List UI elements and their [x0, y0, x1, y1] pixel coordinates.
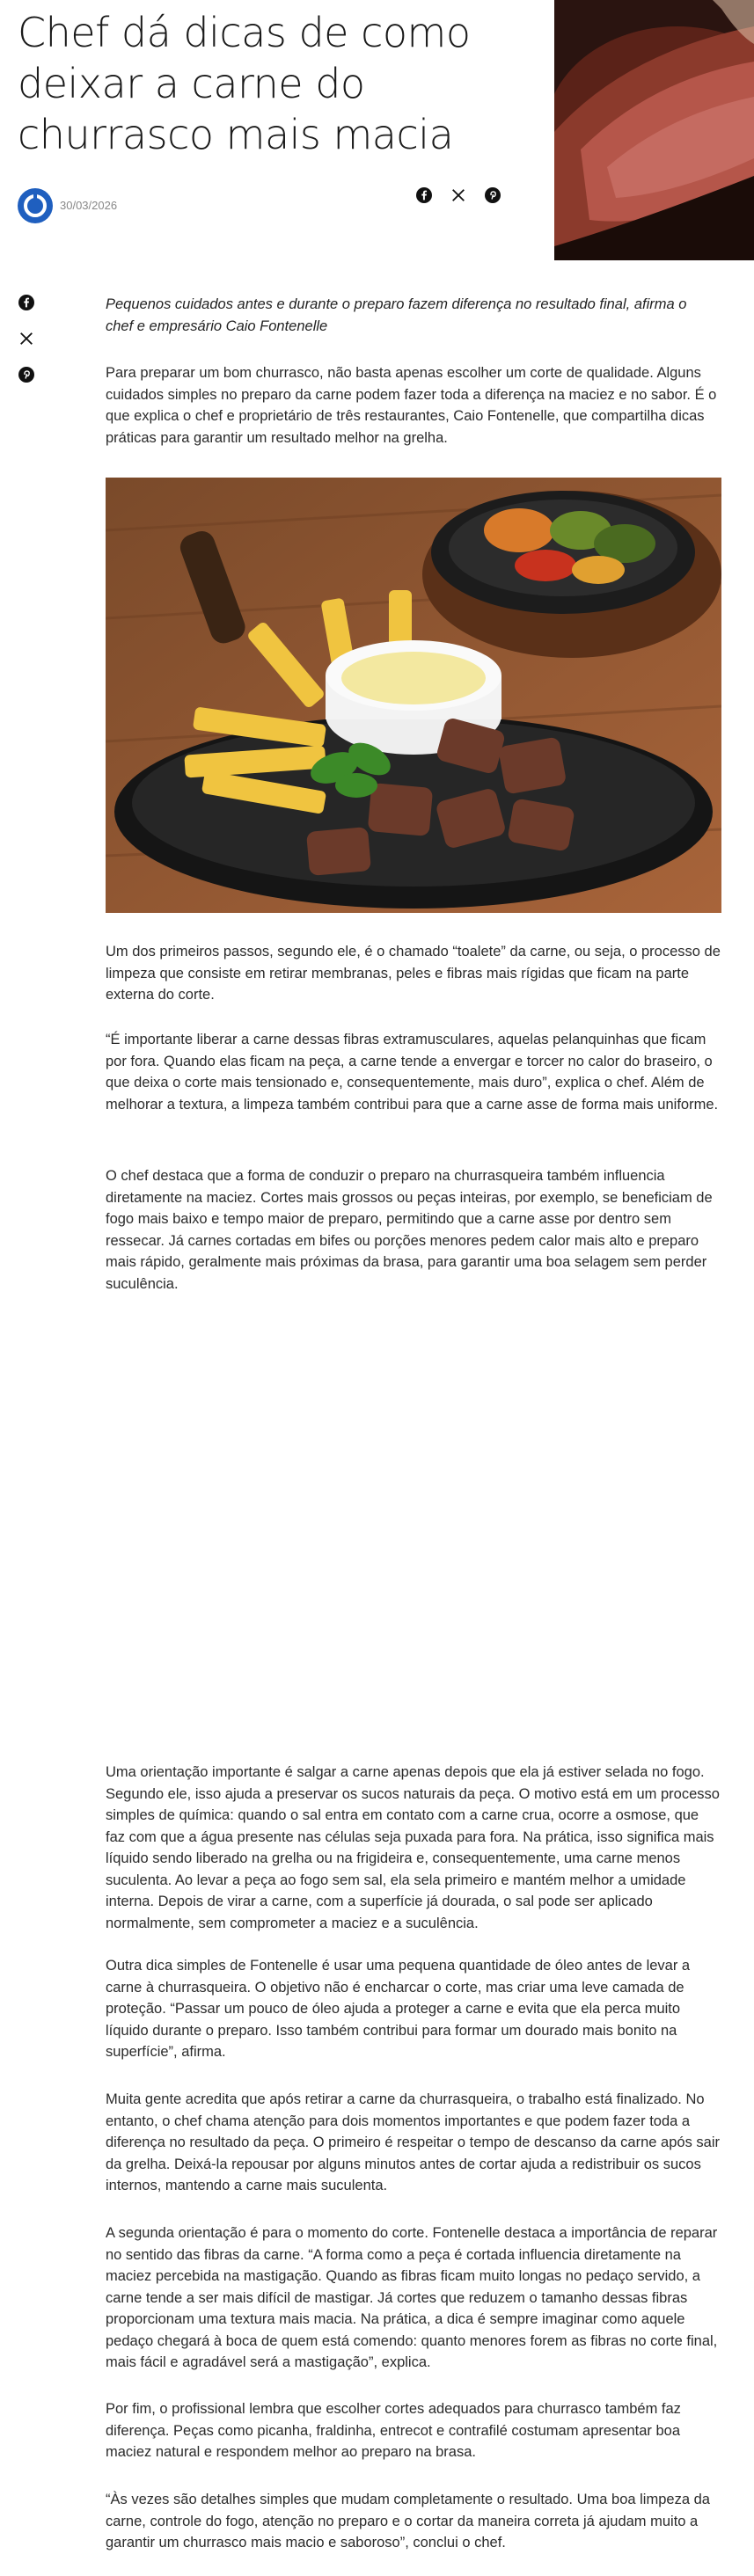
- x-icon[interactable]: [450, 186, 467, 204]
- article-paragraph: Para preparar um bom churrasco, não basta apenas escolher um corte de qualidade. Alguns cuidados simples no preparo da carne podem fazer toda a diferença na maciez e no sabor. É o que explica o chef e proprietário de três restaurantes, Caio Fontenelle, que compartilha dicas práticas para garantir um resultado melhor na grelha.: [106, 365, 717, 446]
- article-lead: Pequenos cuidados antes e durante o preparo fazem diferença no resultado final, afirma o chef e empresário Caio Fontenelle: [106, 296, 687, 334]
- article-paragraph: Muita gente acredita que após retirar a carne da churrasqueira, o trabalho está finalizado. No entanto, o chef chama atenção para dois momentos importantes e que podem fazer toda a diferença no resultado da peça. O primeiro é respeitar o tempo de descanso da carne após sair da grelha. Deixá-la repousar por alguns minutos antes de cortar ajuda a redistribuir os sucos internos, mantendo a carne mais suculenta.: [106, 2091, 720, 2193]
- article-paragraph: “É importante liberar a carne dessas fibras extramusculares, aquelas pelanquinhas que ficam por fora. Quando elas ficam na peça, a carne tende a envergar e torcer no calor do braseiro, o que deixa o corte mais tensionado e, consequentemente, mais duro”, explica o chef. Além de melhorar a textura, a limpeza também contribui para que a carne asse de forma mais uniforme.: [106, 1032, 719, 1113]
- article-paragraph: O chef destaca que a forma de conduzir o preparo na churrasqueira também influencia diretamente na maciez. Cortes mais grossos ou peças inteiras, por exemplo, se beneficiam de fogo mais baixo e tempo maior de preparo, permitindo que a carne asse por dentro sem ressecar. Já carnes cortadas em bifes ou porções menores pedem calor mais alto e preparo mais rápido, geralmente mais próximas da brasa, para garantir uma boa selagem sem perder suculência.: [106, 1168, 713, 1292]
- article-paragraph: Um dos primeiros passos, segundo ele, é o chamado “toalete” da carne, ou seja, o processo de limpeza que consiste em retirar membranas, peles e fibras mais rígidas que ficam na parte externa do corte.: [106, 944, 721, 1003]
- article-title: Chef dá dicas de como deixar a carne do churrasco mais macia: [18, 9, 471, 158]
- publish-date: 30/03/2026: [60, 199, 118, 212]
- facebook-icon[interactable]: [18, 294, 35, 311]
- article-paragraph: Uma orientação importante é salgar a carne apenas depois que ela já estiver selada no fogo. Segundo ele, isso ajuda a preservar os sucos naturais da peça. O motivo está em um processo simples de química: quando o sal entra em contato com a carne crua, ocorre a osmose, que faz com que a água presente nas células seja puxada para fora. Na prática, isso significa mais líquido sendo liberado na grelha ou na frigideira e, consequentemente, uma carne menos suculenta. Ao levar a peça ao fogo sem sal, ela sela primeiro e mantém melhor a umidade interna. Depois de virar a carne, com a superfície já dourada, o sal pode ser aplicado normalmente, sem comprometer a maciez e a suculência.: [106, 1764, 720, 1931]
- hero-steak-image: [554, 0, 754, 260]
- pinterest-icon[interactable]: [484, 186, 501, 204]
- share-bar-top: [415, 186, 501, 204]
- article-paragraph: Por fim, o profissional lembra que escolher cortes adequados para churrasco também faz diferença. Peças como picanha, fraldinha, entrecot e contrafilé costumam apresentar boa maciez natural e respondem melhor ao preparo na brasa.: [106, 2401, 681, 2460]
- article-paragraph: Outra dica simples de Fontenelle é usar uma pequena quantidade de óleo antes de levar a carne à churrasqueira. O objetivo não é encharcar o corte, mas criar uma leve camada de proteção. “Passar um pouco de óleo ajuda a proteger a carne e evita que ela perca muito líquido durante o preparo. Isso também contribui para formar um dourado mais bonito na superfície”, afirma.: [106, 1958, 691, 2060]
- facebook-icon[interactable]: [415, 186, 433, 204]
- article-paragraph: “Às vezes são detalhes simples que mudam completamente o resultado. Uma boa limpeza da carne, controle do fogo, atenção no preparo e o cortar da maneira correta já ajudam muito a garantir um churrasco mais macio e saboroso”, conclui o chef.: [106, 2492, 710, 2550]
- x-icon[interactable]: [18, 330, 35, 347]
- pinterest-icon[interactable]: [18, 366, 35, 383]
- author-avatar[interactable]: [18, 188, 53, 223]
- article-paragraph: A segunda orientação é para o momento do corte. Fontenelle destaca a importância de reparar no sentido das fibras da carne. “A forma como a peça é cortada influencia diretamente na maciez percebida na mastigação. Quando as fibras ficam muito longas no pedaço servido, a carne tende a ser mais difícil de mastigar. Já cortes que reduzem o tamanho dessas fibras proporcionam uma textura mais macia. Na prática, a dica é sempre imaginar como aquele pedaço chegará à boca de quem está comendo: quanto menores forem as fibras no corte final, mais fácil e agradável será a mastigação”, explica.: [106, 2225, 718, 2370]
- article-food-image: [106, 478, 721, 913]
- share-bar-side: [18, 294, 35, 383]
